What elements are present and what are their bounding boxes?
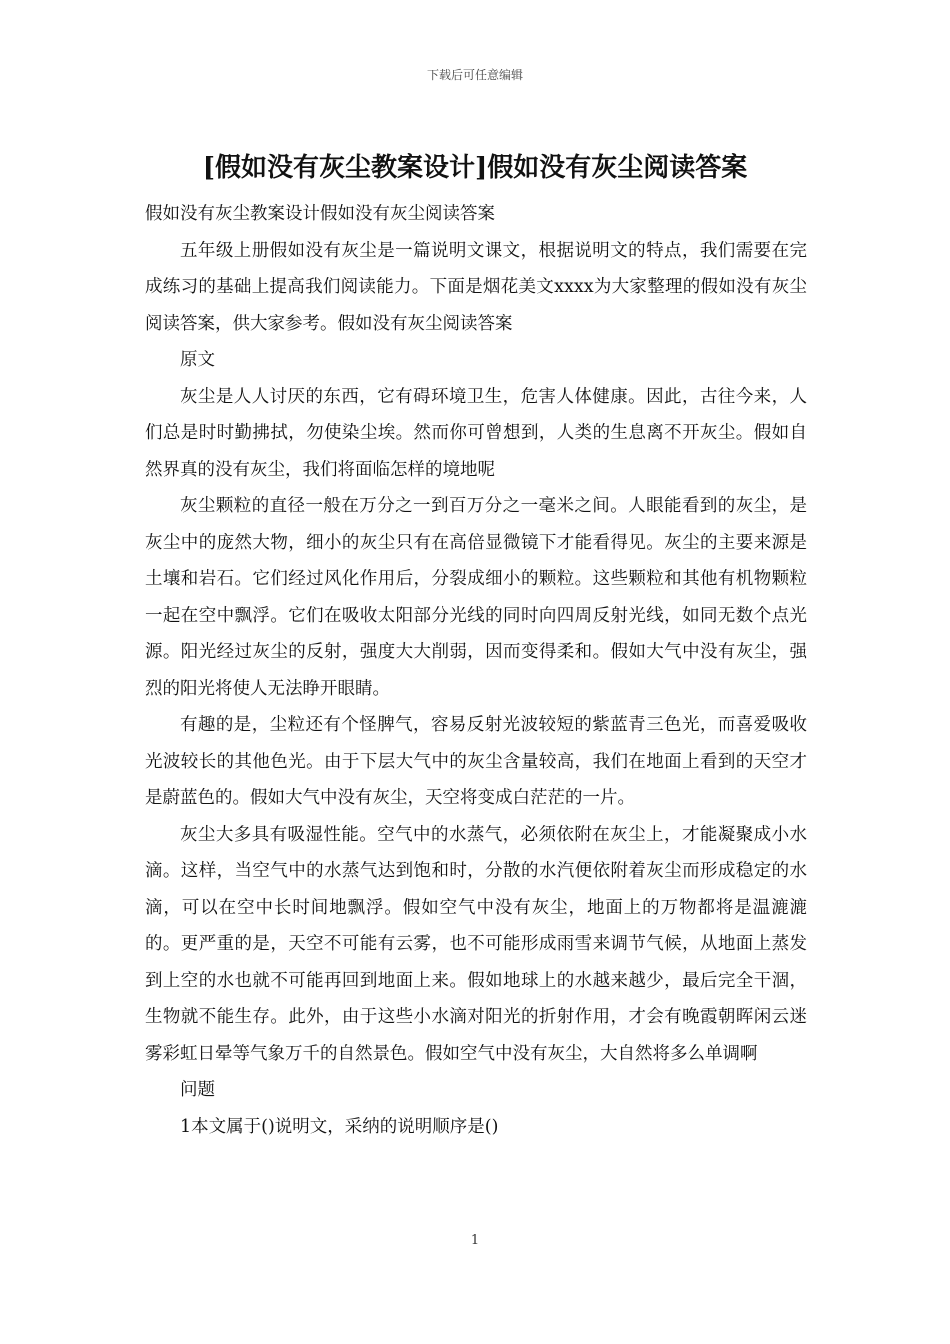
document-body [145,196,807,1145]
question-1: 1本文属于()说明文，采纳的说明顺序是() [180,1116,499,1137]
section-heading-questions: 问题 [180,1080,215,1100]
document-title: [假如没有灰尘教案设计]假如没有灰尘阅读答案 [202,153,748,183]
paragraph-intro: 五年级上册假如没有灰尘是一篇说明文课文，根据说明文的特点，我们需要在完成练习的基础上提高我们阅读能力。下面是烟花美文xxxx为大家整理的假如没有灰尘阅读答案，供大家参考。假如没有灰尘阅读答案 [145,240,807,334]
page-header-note: 下载后可任意编辑 [426,68,523,82]
paragraph-1: 灰尘是人人讨厌的东西，它有碍环境卫生，危害人体健康。因此，古往今来，人们总是时时勤拂拭，勿使染尘埃。然而你可曾想到，人类的生息离不开灰尘。假如自然界真的没有灰尘，我们将面临怎样的境地呢 [145,386,807,480]
section-heading-original: 原文 [180,350,215,370]
paragraph-2: 灰尘颗粒的直径一般在万分之一到百万分之一毫米之间。人眼能看到的灰尘，是灰尘中的庞然大物，细小的灰尘只有在高倍显微镜下才能看得见。灰尘的主要来源是土壤和岩石。它们经过风化作用后，分裂成细小的颗粒。这些颗粒和其他有机物颗粒一起在空中飘浮。它们在吸收太阳部分光线的同时向四周反射光线，如同无数个点光源。阳光经过灰尘的反射，强度大大削弱，因而变得柔和。假如大气中没有灰尘，强烈的阳光将使人无法睁开眼睛。 [145,496,807,699]
page-number: 1 [470,1233,480,1248]
paragraph-3: 有趣的是，尘粒还有个怪脾气，容易反射光波较短的紫蓝青三色光，而喜爱吸收光波较长的其他色光。由于下层大气中的灰尘含量较高，我们在地面上看到的天空才是蔚蓝色的。假如大气中没有灰尘，天空将变成白茫茫的一片。 [145,715,807,808]
paragraph-4: 灰尘大多具有吸湿性能。空气中的水蒸气，必须依附在灰尘上，才能凝聚成小水滴。这样，当空气中的水蒸气达到饱和时，分散的水汽便依附着灰尘而形成稳定的水滴，可以在空中长时间地飘浮。假如空气中没有灰尘，地面上的万物都将是温漉漉的。更严重的是，天空不可能有云雾，也不可能形成雨雪来调节气候，从地面上蒸发到上空的水也就不可能再回到地面上来。假如地球上的水越来越少，最后完全干涸，生物就不能生存。此外，由于这些小水滴对阳光的折射作用，才会有晚霞朝晖闲云迷雾彩虹日晕等气象万千的自然景色。假如空气中没有灰尘，大自然将多么单调啊 [145,824,807,1064]
document-subtitle: 假如没有灰尘教案设计假如没有灰尘阅读答案 [145,204,495,224]
